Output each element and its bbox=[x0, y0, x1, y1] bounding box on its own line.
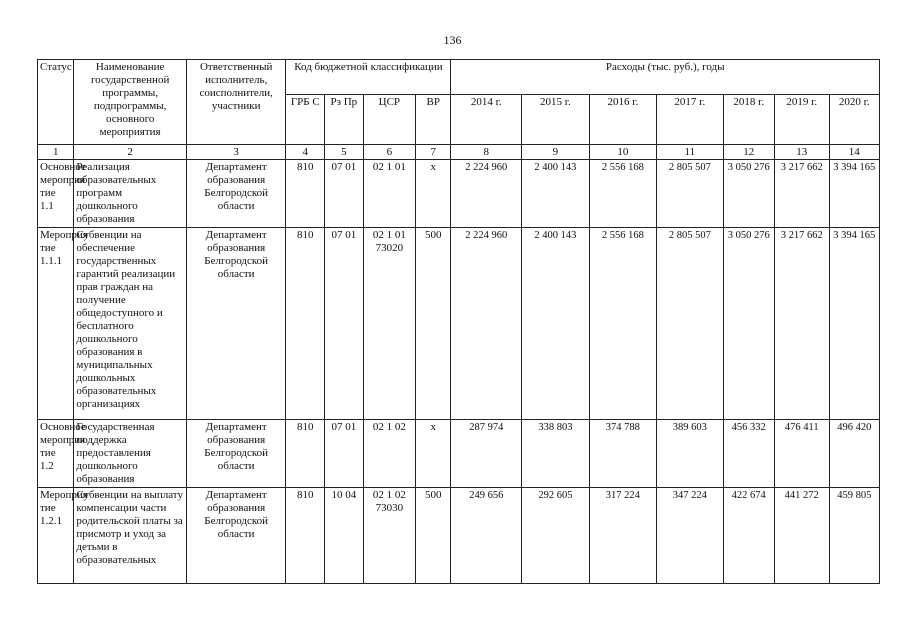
row-vr: 500 bbox=[416, 488, 451, 584]
row-status: Мероприя тие 1.2.1 bbox=[38, 488, 74, 584]
row-value: 422 674 bbox=[723, 488, 774, 584]
row-status: Мероприя тие 1.1.1 bbox=[38, 228, 74, 420]
column-number: 11 bbox=[657, 145, 723, 160]
row-name: Субвенции на обеспечение государственных гарантий реализации прав граждан на получение общедоступного и бесплатного дошкольного образования в муниципальных дошкольных образовательных организациях bbox=[74, 228, 186, 420]
row-value: 441 272 bbox=[774, 488, 829, 584]
row-vr: х bbox=[416, 420, 451, 488]
column-number: 5 bbox=[325, 145, 364, 160]
row-value: 2 805 507 bbox=[657, 160, 723, 228]
row-grbs: 810 bbox=[286, 228, 325, 420]
header-program-name: Наименование государственной программы, подпрограммы, основного мероприятия bbox=[74, 60, 186, 145]
row-name: Реализация образовательных программ дошкольного образования bbox=[74, 160, 186, 228]
header-year: 2016 г. bbox=[589, 95, 656, 145]
row-csr: 02 1 01 bbox=[363, 160, 415, 228]
row-name: Субвенции на выплату компенсации части родительской платы за присмотр и уход за детьми в образовательных bbox=[74, 488, 186, 584]
column-number: 7 bbox=[416, 145, 451, 160]
row-status: Основное мероприя тие 1.2 bbox=[38, 420, 74, 488]
row-grbs: 810 bbox=[286, 160, 325, 228]
row-value: 287 974 bbox=[451, 420, 522, 488]
row-value: 389 603 bbox=[657, 420, 723, 488]
row-value: 3 050 276 bbox=[723, 160, 774, 228]
column-number: 10 bbox=[589, 145, 656, 160]
row-value: 3 217 662 bbox=[774, 160, 829, 228]
row-csr: 02 1 02 bbox=[363, 420, 415, 488]
row-value: 2 556 168 bbox=[589, 228, 656, 420]
column-number: 14 bbox=[829, 145, 879, 160]
row-value: 338 803 bbox=[522, 420, 589, 488]
row-executor: Департамент образования Белгородской области bbox=[186, 420, 286, 488]
column-number: 9 bbox=[522, 145, 589, 160]
column-number: 4 bbox=[286, 145, 325, 160]
row-value: 2 224 960 bbox=[451, 160, 522, 228]
header-expenses: Расходы (тыс. руб.), годы bbox=[451, 60, 880, 95]
column-number: 1 bbox=[38, 145, 74, 160]
table-row bbox=[38, 160, 880, 228]
row-value: 2 224 960 bbox=[451, 228, 522, 420]
page-number: 136 bbox=[443, 33, 462, 47]
row-rzpr: 10 04 bbox=[325, 488, 364, 584]
row-value: 2 400 143 bbox=[522, 160, 589, 228]
header-year: 2015 г. bbox=[522, 95, 589, 145]
row-grbs: 810 bbox=[286, 488, 325, 584]
column-number: 8 bbox=[451, 145, 522, 160]
row-rzpr: 07 01 bbox=[325, 228, 364, 420]
header-csr: ЦСР bbox=[363, 95, 415, 145]
row-vr: х bbox=[416, 160, 451, 228]
header-year: 2017 г. bbox=[657, 95, 723, 145]
row-vr: 500 bbox=[416, 228, 451, 420]
row-grbs: 810 bbox=[286, 420, 325, 488]
row-name: Государственная поддержка предоставления дошкольного образования bbox=[74, 420, 186, 488]
row-csr: 02 1 01 73020 bbox=[363, 228, 415, 420]
header-executor: Ответственный исполнитель, соисполнители, участники bbox=[186, 60, 286, 145]
row-executor: Департамент образования Белгородской области bbox=[186, 228, 286, 420]
header-year: 2014 г. bbox=[451, 95, 522, 145]
row-value: 249 656 bbox=[451, 488, 522, 584]
column-number: 3 bbox=[186, 145, 286, 160]
column-number: 6 bbox=[363, 145, 415, 160]
header-vr: ВР bbox=[416, 95, 451, 145]
row-value: 3 394 165 bbox=[829, 160, 879, 228]
header-grbs: ГРБ С bbox=[286, 95, 325, 145]
row-value: 374 788 bbox=[589, 420, 656, 488]
row-value: 347 224 bbox=[657, 488, 723, 584]
header-year: 2020 г. bbox=[829, 95, 879, 145]
table-row bbox=[38, 420, 880, 488]
row-rzpr: 07 01 bbox=[325, 160, 364, 228]
column-number: 2 bbox=[74, 145, 186, 160]
row-executor: Департамент образования Белгородской области bbox=[186, 160, 286, 228]
row-value: 476 411 bbox=[774, 420, 829, 488]
row-value: 459 805 bbox=[829, 488, 879, 584]
row-status: Основное мероприя тие 1.1 bbox=[38, 160, 74, 228]
row-value: 317 224 bbox=[589, 488, 656, 584]
row-value: 3 050 276 bbox=[723, 228, 774, 420]
header-year: 2019 г. bbox=[774, 95, 829, 145]
table-row bbox=[38, 488, 880, 584]
row-value: 2 805 507 bbox=[657, 228, 723, 420]
row-value: 2 556 168 bbox=[589, 160, 656, 228]
row-value: 3 394 165 bbox=[829, 228, 879, 420]
header-status: Статус bbox=[38, 60, 74, 145]
header-rzpr: Рз Пр bbox=[325, 95, 364, 145]
column-number: 12 bbox=[723, 145, 774, 160]
column-number: 13 bbox=[774, 145, 829, 160]
row-rzpr: 07 01 bbox=[325, 420, 364, 488]
row-value: 496 420 bbox=[829, 420, 879, 488]
header-year: 2018 г. bbox=[723, 95, 774, 145]
row-executor: Департамент образования Белгородской области bbox=[186, 488, 286, 584]
table-row bbox=[38, 228, 880, 420]
row-csr: 02 1 02 73030 bbox=[363, 488, 415, 584]
header-budget-code: Код бюджетной классификации bbox=[286, 60, 451, 95]
row-value: 292 605 bbox=[522, 488, 589, 584]
row-value: 2 400 143 bbox=[522, 228, 589, 420]
budget-table bbox=[37, 59, 880, 584]
row-value: 456 332 bbox=[723, 420, 774, 488]
row-value: 3 217 662 bbox=[774, 228, 829, 420]
